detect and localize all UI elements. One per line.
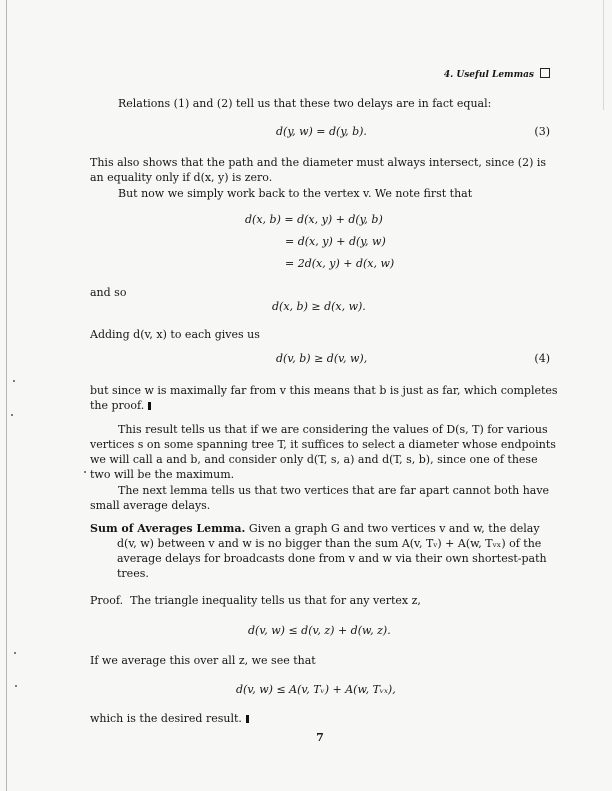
scan-speck	[15, 685, 17, 687]
paragraph-result-line2: vertices s on some spanning tree T, it suffices to select a diameter whose endpoints	[90, 438, 556, 451]
qed-mark-icon	[246, 715, 249, 723]
proof-text: The triangle inequality tells us that for any vertex z,	[130, 594, 421, 607]
paragraph-result-line1: This result tells us that if we are considering the values of D(s, T) for various	[118, 423, 548, 436]
equation-number-4: (4)	[534, 352, 550, 365]
scan-speck	[13, 380, 15, 382]
lemma-text-line4: trees.	[117, 567, 149, 580]
proof-line	[90, 594, 550, 607]
equation-chain-line1: d(x, b) = d(x, y) + d(y, b)	[245, 213, 383, 226]
paragraph-next-lemma-line2: small average delays.	[90, 499, 211, 512]
lemma-text-line3: average delays for broadcasts done from v and w via their own shortest-path	[117, 552, 547, 565]
page-number: 7	[316, 731, 324, 744]
paragraph-next-lemma-line1: The next lemma tells us that two vertices that are far apart cannot both have	[118, 484, 550, 497]
scan-speck	[84, 471, 86, 473]
lemma-title: Sum of Averages Lemma.	[90, 522, 246, 535]
qed-mark-icon	[148, 402, 151, 410]
proof-label: Proof.	[90, 594, 124, 607]
proof-end-text: the proof.	[90, 399, 145, 412]
paragraph-relations: Relations (1) and (2) tell us that these two delays are in fact equal:	[118, 97, 492, 110]
scan-speck	[14, 652, 16, 654]
paragraph-maximally-far-line2	[90, 399, 550, 412]
equation-number-3: (3)	[534, 125, 550, 138]
equation-chain-line3: = 2d(x, y) + d(x, w)	[285, 257, 395, 270]
scan-right-edge	[603, 0, 604, 110]
equation-average: d(v, w) ≤ A(v, Tᵥ) + A(w, Tᵥₓ),	[236, 683, 396, 696]
equation-inequality: d(x, b) ≥ d(x, w).	[272, 300, 366, 313]
paragraph-intersect-line2: an equality only if d(x, y) is zero.	[90, 171, 273, 184]
section-title: 4. Useful Lemmas	[443, 70, 534, 80]
paragraph-average: If we average this over all z, we see that	[90, 654, 316, 667]
equation-3: d(y, w) = d(y, b).	[276, 125, 367, 138]
paragraph-and-so: and so	[90, 286, 127, 299]
end-box-icon	[540, 68, 550, 78]
desired-result-text: which is the desired result.	[90, 712, 242, 725]
equation-chain-line2: = d(x, y) + d(y, w)	[285, 235, 386, 248]
equation-4: d(v, b) ≥ d(v, w),	[276, 352, 368, 365]
paragraph-desired-result	[90, 712, 550, 725]
lemma-line1	[90, 522, 550, 535]
scan-left-edge	[6, 0, 7, 791]
lemma-text-line1: Given a graph G and two vertices v and w, the delay	[248, 522, 540, 535]
scan-speck	[11, 414, 13, 416]
paragraph-adding: Adding d(v, x) to each gives us	[90, 328, 260, 341]
paragraph-intersect-line1: This also shows that the path and the diameter must always intersect, since (2) is	[90, 156, 547, 169]
paragraph-work-back: But now we simply work back to the vertex v. We note first that	[118, 187, 473, 200]
paragraph-result-line3: we will call a and b, and consider only d(T, s, a) and d(T, s, b), since one of these	[90, 453, 538, 466]
paragraph-maximally-far-line1: but since w is maximally far from v this means that b is just as far, which completes	[90, 384, 558, 397]
equation-triangle: d(v, w) ≤ d(v, z) + d(w, z).	[248, 624, 391, 637]
paragraph-result-line4: two will be the maximum.	[90, 468, 235, 481]
lemma-text-line2: d(v, w) between v and w is no bigger than the sum A(v, Tᵥ) + A(w, Tᵥₓ) of the	[117, 537, 542, 550]
running-header	[444, 68, 550, 80]
